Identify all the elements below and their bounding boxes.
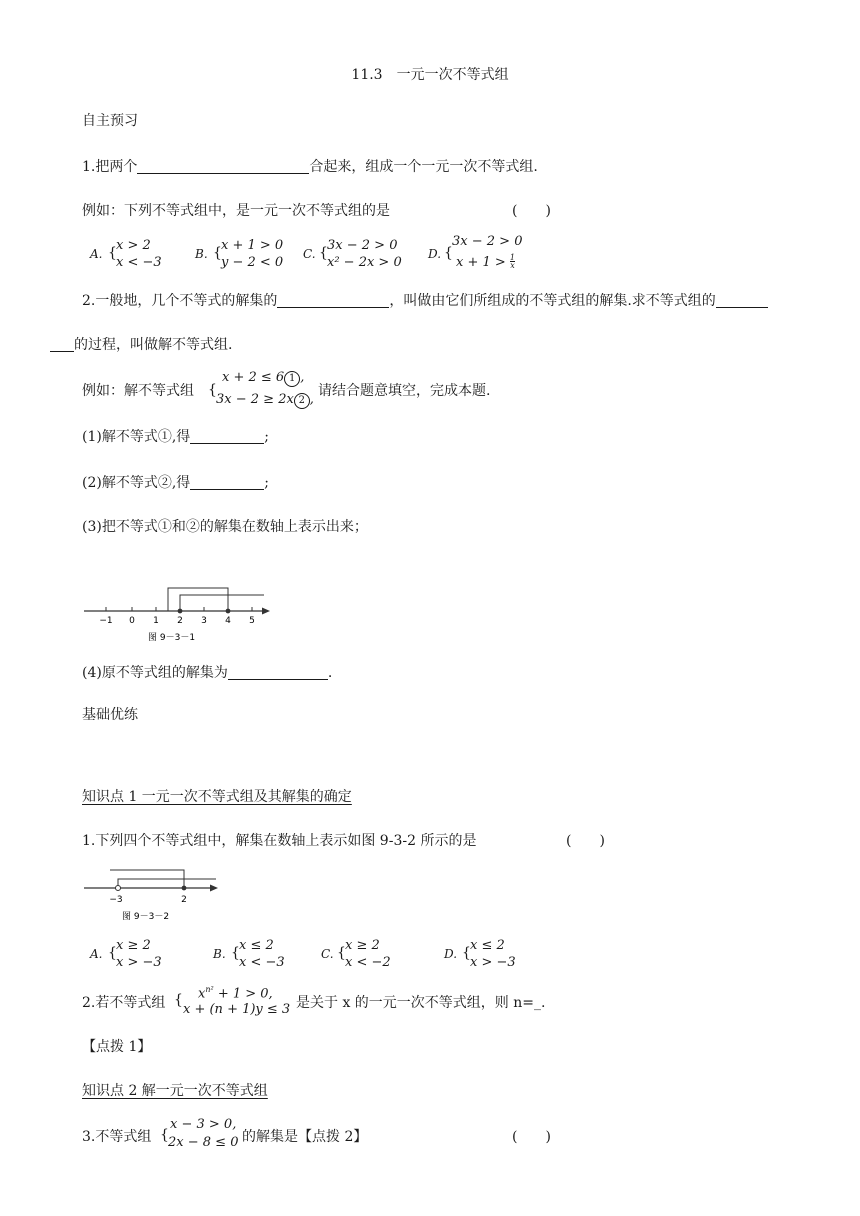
tick-label: 3 bbox=[201, 616, 207, 626]
step-3: (3)把不等式①和②的解集在数轴上表示出来； bbox=[82, 519, 368, 535]
section-basic-heading: 基础优练 bbox=[82, 707, 138, 723]
tick-label: 5 bbox=[249, 616, 255, 626]
solid-dot bbox=[226, 609, 231, 614]
basic-question-3-post: 的解集是【点拨 2】 bbox=[242, 1129, 368, 1145]
example-2-post: 请结合题意填空，完成本题. bbox=[318, 383, 491, 399]
question-1-pre: 1.把两个 bbox=[82, 159, 138, 175]
tick-label: −1 bbox=[99, 616, 113, 626]
axis-arrow bbox=[210, 885, 218, 892]
answer-blank[interactable] bbox=[277, 292, 389, 308]
answer-blank[interactable] bbox=[137, 158, 309, 174]
tick-label: 2 bbox=[177, 616, 183, 626]
solution-bracket-2 bbox=[180, 595, 264, 611]
basic-question-1: 1.下列四个不等式组中，解集在数轴上表示如图 9-3-2 所示的是 bbox=[82, 833, 477, 849]
axis-arrow bbox=[262, 608, 270, 615]
answer-paren[interactable]: ( ) bbox=[512, 1129, 551, 1145]
answer-blank[interactable] bbox=[190, 474, 264, 490]
answer-blank[interactable] bbox=[50, 336, 74, 352]
solution-bracket-2 bbox=[118, 879, 216, 888]
answer-paren[interactable]: ( ) bbox=[512, 203, 551, 219]
fraction: $\frac{1}{x}$ bbox=[509, 253, 516, 270]
number-line-figure-2 bbox=[84, 866, 234, 926]
solution-bracket-1 bbox=[168, 588, 228, 611]
example-2-pre: 例如：解不等式组 bbox=[82, 383, 194, 399]
question-1 bbox=[82, 158, 538, 176]
basic-question-3-pre: 3.不等式组 bbox=[82, 1129, 152, 1145]
solid-dot bbox=[182, 886, 187, 891]
page-title: 11.3 一元一次不等式组 bbox=[351, 67, 509, 83]
answer-blank[interactable] bbox=[716, 292, 768, 308]
hint-1: 【点拨 1】 bbox=[82, 1039, 152, 1055]
question-2: 2.一般地，几个不等式的解集的 ，叫做由它们所组成的不等式组的解集.求不等式组的 bbox=[82, 292, 768, 310]
open-dot bbox=[116, 886, 121, 891]
example-1-text: 例如：下列不等式组中，是一元一次不等式组的是 bbox=[82, 203, 390, 219]
answer-blank[interactable] bbox=[190, 428, 264, 444]
basic-question-2-post: 是关于 x 的一元一次不等式组，则 n=_. bbox=[296, 995, 546, 1011]
question-2-cont: 的过程，叫做解不等式组. bbox=[50, 336, 232, 354]
answer-blank[interactable] bbox=[228, 664, 328, 680]
tick-label: −3 bbox=[109, 895, 123, 905]
worksheet-page: 11.3 一元一次不等式组 自主预习 1.把两个 合起来，组成一个一元一次不等式组. 例如：下列不等式组中，是一元一次不等式组的是 ( ) A. { x > 2 x < −3 B. { x + 1 > 0 y − 2 < 0 C. { 3x − 2 > 0 x² − 2x > 0 D. { 3x − 2 > 0 x + 1 > $\frac{1}{x}$ 2.一般地，几个不等式的解集的 ，叫做由它们所组成的不等式组的解集.求不等式组的 的过程，叫做解不等式组. 例如：解不等式组 { x + 2 ≤ 6 1 , 3x − 2 ≥ 2x 2 , 请结合题意填空，完成本题. (1)解不等式①,得 ; (2)解不等式②,得 ; (3)把不等式①和②的解集在数轴上表示出来； −1 0 1 2 3 4 5 图 9－3－1 (4)原不等式组的解集为 . 基础优练 知识点 1 一元一次不等式组及其解集的确定 1.下列四个不等式组中，解集在数轴上表示如图 9-3-2 所示的是 ( ) −3 2 图 9－3－2 A. { x ≥ 2 x > −3 B. { x ≤ 2 x < −3 C. { x ≥ 2 x < −2 D. { x ≤ 2 x > −3 2.若不等式组 { $x^{n^2} + 1 > 0$, x + (n + 1)y ≤ 3 是关于 x 的一元一次不等式组，则 n=_. 【点拨 1】 知识点 2 解一元一次不等式组 3.不等式组 { x − 3 > 0, 2x − 8 ≤ 0 的解集是【点拨 2】 ( ) bbox=[0, 0, 860, 1216]
knowledge-point-1: 知识点 1 一元一次不等式组及其解集的确定 bbox=[82, 789, 352, 805]
step-2: (2)解不等式②,得 ; bbox=[82, 475, 269, 491]
solid-dot bbox=[178, 609, 183, 614]
figure-caption: 图 9－3－2 bbox=[122, 912, 170, 922]
answer-paren[interactable]: ( ) bbox=[566, 833, 605, 849]
knowledge-point-2: 知识点 2 解一元一次不等式组 bbox=[82, 1083, 268, 1099]
section-preview-heading: 自主预习 bbox=[82, 113, 138, 129]
figure-caption: 图 9－3－1 bbox=[148, 633, 196, 643]
step-4: (4)原不等式组的解集为 . bbox=[82, 665, 333, 681]
basic-question-2-pre: 2.若不等式组 bbox=[82, 995, 166, 1011]
question-1-post: 合起来，组成一个一元一次不等式组. bbox=[309, 159, 538, 175]
number-line-figure-1 bbox=[84, 584, 284, 646]
tick-label: 4 bbox=[225, 616, 231, 626]
example-1 bbox=[82, 202, 390, 220]
tick-label: 1 bbox=[153, 616, 159, 626]
tick-label: 2 bbox=[181, 895, 187, 905]
tick-label: 0 bbox=[129, 616, 135, 626]
step-1: (1)解不等式①,得 ; bbox=[82, 429, 269, 445]
